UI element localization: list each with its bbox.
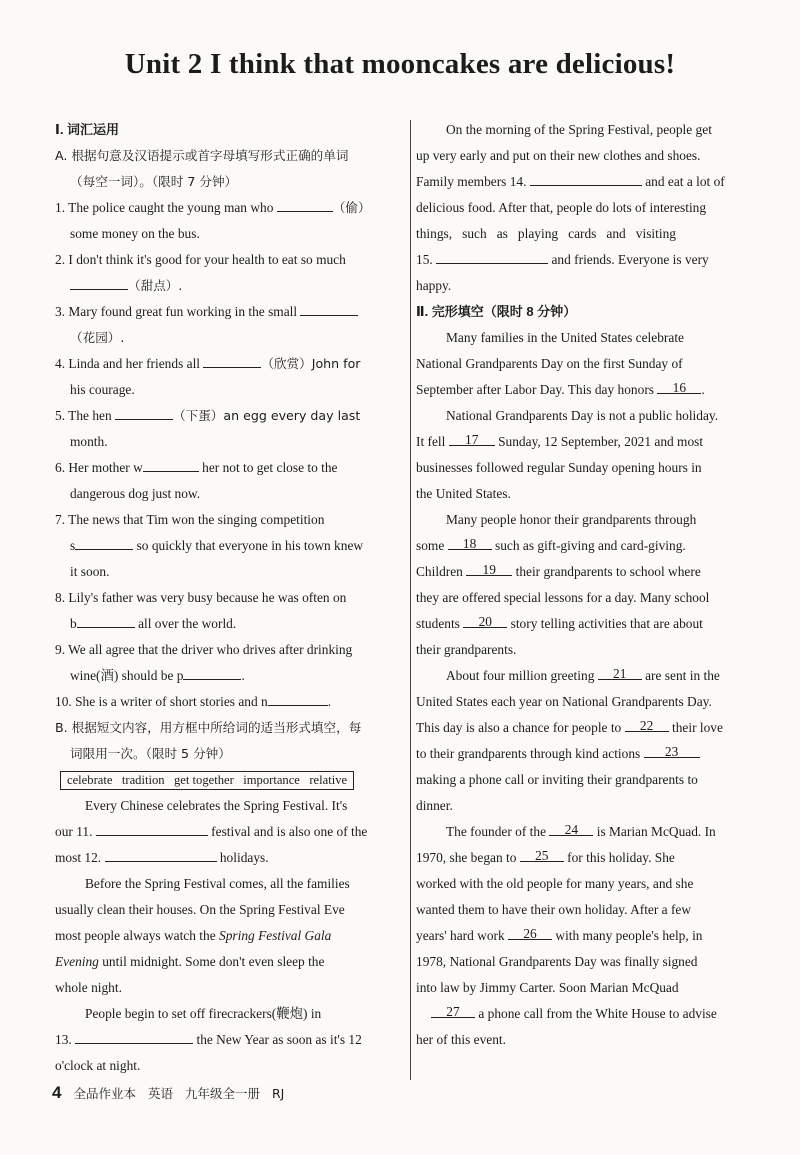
- cloze-blank[interactable]: 20: [463, 611, 507, 628]
- cloze-blank[interactable]: 18: [448, 533, 492, 550]
- cloze-line: dinner.: [416, 798, 453, 813]
- cloze-line: Children 19 their grandparents to school where: [416, 559, 762, 585]
- passage-b-line: On the morning of the Spring Festival, people get: [446, 122, 712, 137]
- passage-b-line: happy.: [416, 278, 452, 293]
- cloze-line: Many people honor their grandparents through: [446, 512, 697, 527]
- answer-blank[interactable]: [530, 169, 642, 186]
- question-10: 10. She is a writer of short stories and n .: [55, 689, 405, 715]
- cloze-line: The founder of the 24 is Marian McQuad. In: [416, 819, 762, 845]
- word-box: celebrate tradition get together importance relative: [60, 771, 354, 790]
- answer-blank[interactable]: [75, 1027, 193, 1044]
- cloze-blank[interactable]: 22: [625, 715, 669, 732]
- cloze-line: 1978, National Grandparents Day was finally signed: [416, 954, 698, 969]
- question-7-cont: s so quickly that everyone in his town knew: [55, 533, 405, 559]
- question-3: 3. Mary found great fun working in the small: [55, 299, 405, 325]
- cloze-line: the United States.: [416, 486, 511, 501]
- question-7-cont2: it soon.: [70, 564, 110, 579]
- cloze-line: National Grandparents Day on the first Sunday of: [416, 356, 683, 371]
- book-name: 全品作业本: [73, 1086, 136, 1101]
- passage-b-line: o'clock at night.: [55, 1058, 141, 1073]
- cloze-line: making a phone call or inviting their grandparents to: [416, 772, 698, 787]
- cloze-blank[interactable]: 27: [431, 1001, 475, 1018]
- cloze-line: businesses followed regular Sunday opening hours in: [416, 460, 702, 475]
- grade: 九年级全一册: [184, 1086, 260, 1101]
- page-footer: [52, 1083, 292, 1103]
- answer-blank[interactable]: [143, 455, 199, 472]
- answer-blank[interactable]: [105, 845, 217, 862]
- cloze-line: some 18 such as gift-giving and card-giving.: [416, 533, 762, 559]
- part-a-instruction: A. 根据句意及汉语提示或首字母填写形式正确的单词: [55, 148, 349, 163]
- passage-b-line: up very early and put on their new clothes and shoes.: [416, 148, 701, 163]
- cloze-line: her of this event.: [416, 1032, 506, 1047]
- part-b-instruction-cont: 词限用一次。（限时 5 分钟）: [70, 746, 231, 761]
- cloze-line: years' hard work 26 with many people's help, in: [416, 923, 762, 949]
- passage-b-line: 13. the New Year as soon as it's 12: [55, 1027, 405, 1053]
- right-column: [416, 117, 762, 1053]
- section-heading-cloze: Ⅱ. 完形填空（限时 8 分钟）: [416, 304, 577, 319]
- cloze-line: students 20 story telling activities that are about: [416, 611, 762, 637]
- passage-b-line: Before the Spring Festival comes, all the families: [85, 876, 350, 891]
- page-number: 4: [52, 1083, 62, 1102]
- cloze-line: This day is also a chance for people to 22 their love: [416, 715, 762, 741]
- cloze-line: their grandparents.: [416, 642, 517, 657]
- cloze-line: 1970, she began to 25 for this holiday. She: [416, 845, 762, 871]
- column-divider: [410, 120, 411, 1080]
- cloze-line: It fell 17 Sunday, 12 September, 2021 and most: [416, 429, 762, 455]
- answer-blank[interactable]: [203, 351, 261, 368]
- passage-b-line: delicious food. After that, people do lots of interesting: [416, 200, 707, 215]
- question-4-cont: his courage.: [70, 382, 135, 397]
- cloze-line: into law by Jimmy Carter. Soon Marian McQuad: [416, 980, 679, 995]
- cloze-blank[interactable]: 26: [508, 923, 552, 940]
- answer-blank[interactable]: [183, 663, 241, 680]
- question-2-cont: （甜点）.: [55, 273, 405, 299]
- cloze-blank[interactable]: 23: [644, 741, 700, 758]
- question-4: 4. Linda and her friends all （欣赏）John for: [55, 351, 405, 377]
- answer-blank[interactable]: [268, 689, 328, 706]
- cloze-blank[interactable]: 19: [466, 559, 512, 576]
- section-heading-vocabulary: Ⅰ. 词汇运用: [55, 122, 120, 137]
- edition: RJ: [271, 1086, 285, 1101]
- cloze-line: they are offered special lessons for a day. Many school: [416, 590, 710, 605]
- question-5: 5. The hen （下蛋）an egg every day last: [55, 403, 405, 429]
- passage-b-line: usually clean their houses. On the Spring Festival Eve: [55, 902, 345, 917]
- cloze-line: Many families in the United States celebrate: [446, 330, 684, 345]
- answer-blank[interactable]: [70, 273, 128, 290]
- answer-blank[interactable]: [300, 299, 358, 316]
- question-6: 6. Her mother w her not to get close to the: [55, 455, 405, 481]
- question-8-cont: b all over the world.: [55, 611, 405, 637]
- question-1-cont: some money on the bus.: [70, 226, 200, 241]
- answer-blank[interactable]: [115, 403, 173, 420]
- part-b-instruction: B. 根据短文内容，用方框中所给词的适当形式填空，每: [55, 720, 362, 735]
- answer-blank[interactable]: [96, 819, 208, 836]
- question-1: 1. The police caught the young man who （偷）: [55, 195, 405, 221]
- question-8: 8. Lily's father was very busy because he was often on: [55, 590, 347, 605]
- question-9: 9. We all agree that the driver who drives after drinking: [55, 642, 353, 657]
- passage-b-line: People begin to set off firecrackers(鞭炮) in: [85, 1006, 322, 1021]
- passage-b-line: Evening until midnight. Some don't even sleep the: [55, 954, 325, 969]
- page-title: Unit 2 I think that mooncakes are delicious!: [124, 48, 676, 80]
- word-box-row: [55, 767, 405, 793]
- question-7: 7. The news that Tim won the singing competition: [55, 512, 325, 527]
- cloze-blank[interactable]: 17: [449, 429, 495, 446]
- cloze-line: September after Labor Day. This day honors 16 .: [416, 377, 762, 403]
- passage-b-line: Every Chinese celebrates the Spring Festival. It's: [85, 798, 348, 813]
- cloze-line: to their grandparents through kind actions 23: [416, 741, 762, 767]
- answer-blank[interactable]: [436, 247, 548, 264]
- cloze-line: About four million greeting 21 are sent in the: [416, 663, 762, 689]
- passage-b-line: 15. and friends. Everyone is very: [416, 247, 762, 273]
- cloze-blank[interactable]: 16: [657, 377, 701, 394]
- answer-blank[interactable]: [77, 611, 135, 628]
- cloze-line: United States each year on National Grandparents Day.: [416, 694, 712, 709]
- answer-blank[interactable]: [277, 195, 333, 212]
- cloze-line: National Grandparents Day is not a public holiday.: [446, 408, 719, 423]
- part-a-instruction-cont: （每空一词）。（限时 7 分钟）: [70, 174, 238, 189]
- question-2: 2. I don't think it's good for your health to eat so much: [55, 252, 346, 267]
- passage-b-line: whole night.: [55, 980, 122, 995]
- cloze-blank[interactable]: 25: [520, 845, 564, 862]
- question-5-cont: month.: [70, 434, 108, 449]
- passage-b-line: things, such as playing cards and visiting: [416, 226, 676, 241]
- cloze-line: wanted them to have their own holiday. After a few: [416, 902, 692, 917]
- passage-b-line: most people always watch the Spring Festival Gala: [55, 928, 332, 943]
- passage-b-line: most 12. holidays.: [55, 845, 405, 871]
- passage-b-line: Family members 14. and eat a lot of: [416, 169, 762, 195]
- cloze-line: 27 a phone call from the White House to advise: [416, 1001, 762, 1027]
- question-6-cont: dangerous dog just now.: [70, 486, 201, 501]
- subject: 英语: [147, 1086, 173, 1101]
- cloze-blank[interactable]: 24: [549, 819, 593, 836]
- answer-blank[interactable]: [75, 533, 133, 550]
- question-3-cont: （花园）.: [70, 330, 125, 345]
- cloze-line: worked with the old people for many years, and she: [416, 876, 694, 891]
- question-9-cont: wine(酒) should be p .: [55, 663, 405, 689]
- cloze-blank[interactable]: 21: [598, 663, 642, 680]
- left-column: [55, 117, 405, 1079]
- passage-b-line: our 11. festival and is also one of the: [55, 819, 405, 845]
